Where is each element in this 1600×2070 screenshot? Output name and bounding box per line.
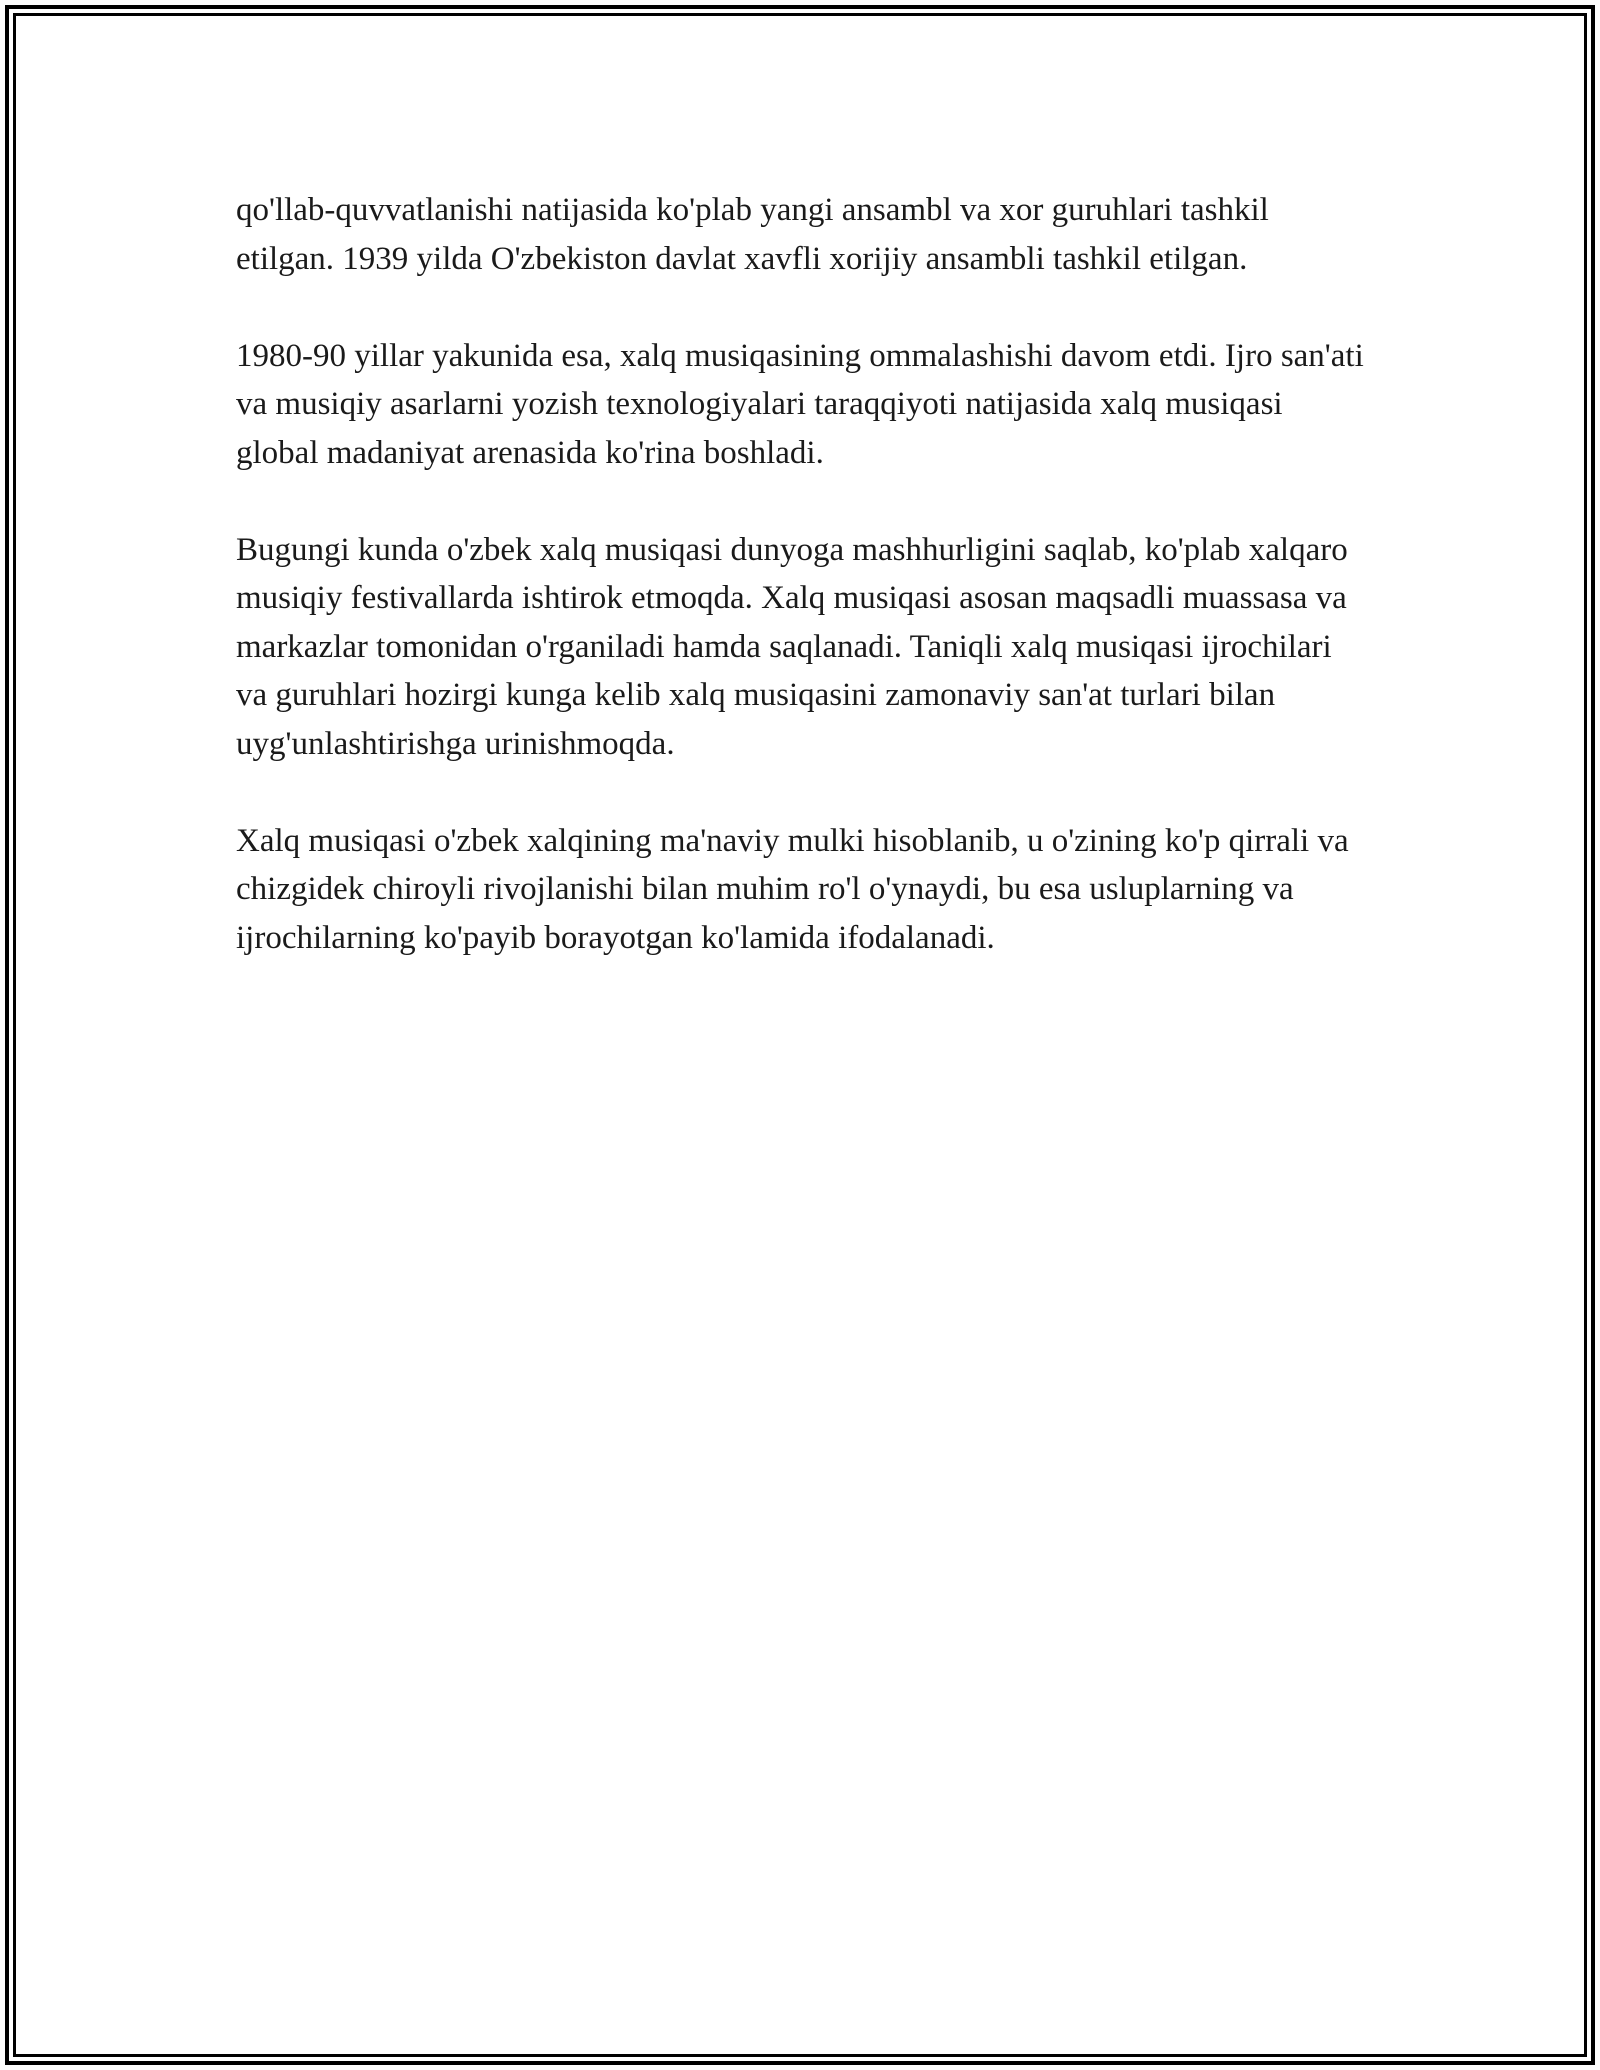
paragraph-2: 1980-90 yillar yakunida esa, xalq musiqasining ommalashishi davom etdi. Ijro san'ati va musiqiy asarlarni yozish texnologiyalari taraqqiyoti natijasida xalq musiqasi global madaniyat arenasida ko'rina boshladi.	[236, 337, 1364, 471]
paragraph-1: qo'llab-quvvatlanishi natijasida ko'plab yangi ansambl va xor guruhlari tashkil etilgan. 1939 yilda O'zbekiston davlat xavfli xorijiy ansambli tashkil etilgan.	[236, 192, 1269, 277]
paragraph-4: Xalq musiqasi o'zbek xalqining ma'naviy mulki hisoblanib, u o'zining ko'p qirrali va chizgidek chiroyli rivojlanishi bilan muhim ro'l o'ynaydi, bu esa usluplarning va ijrochilarning ko'payib borayotgan ko'lamida ifodalanadi.	[236, 822, 1349, 956]
paragraph-3: Bugungi kunda o'zbek xalq musiqasi dunyoga mashhurligini saqlab, ko'plab xalqaro musiqiy festivallarda ishtirok etmoqda. Xalq musiqasi asosan maqsadli muassasa va markazlar tomonidan o'rganiladi hamda saqlanadi. Taniqli xalq musiqasi ijrochilari va guruhlari hozirgi kunga kelib xalq musiqasini zamonaviy san'at turlari bilan uyg'unlashtirishga urinishmoqda.	[236, 531, 1348, 762]
document-body	[236, 186, 1364, 962]
